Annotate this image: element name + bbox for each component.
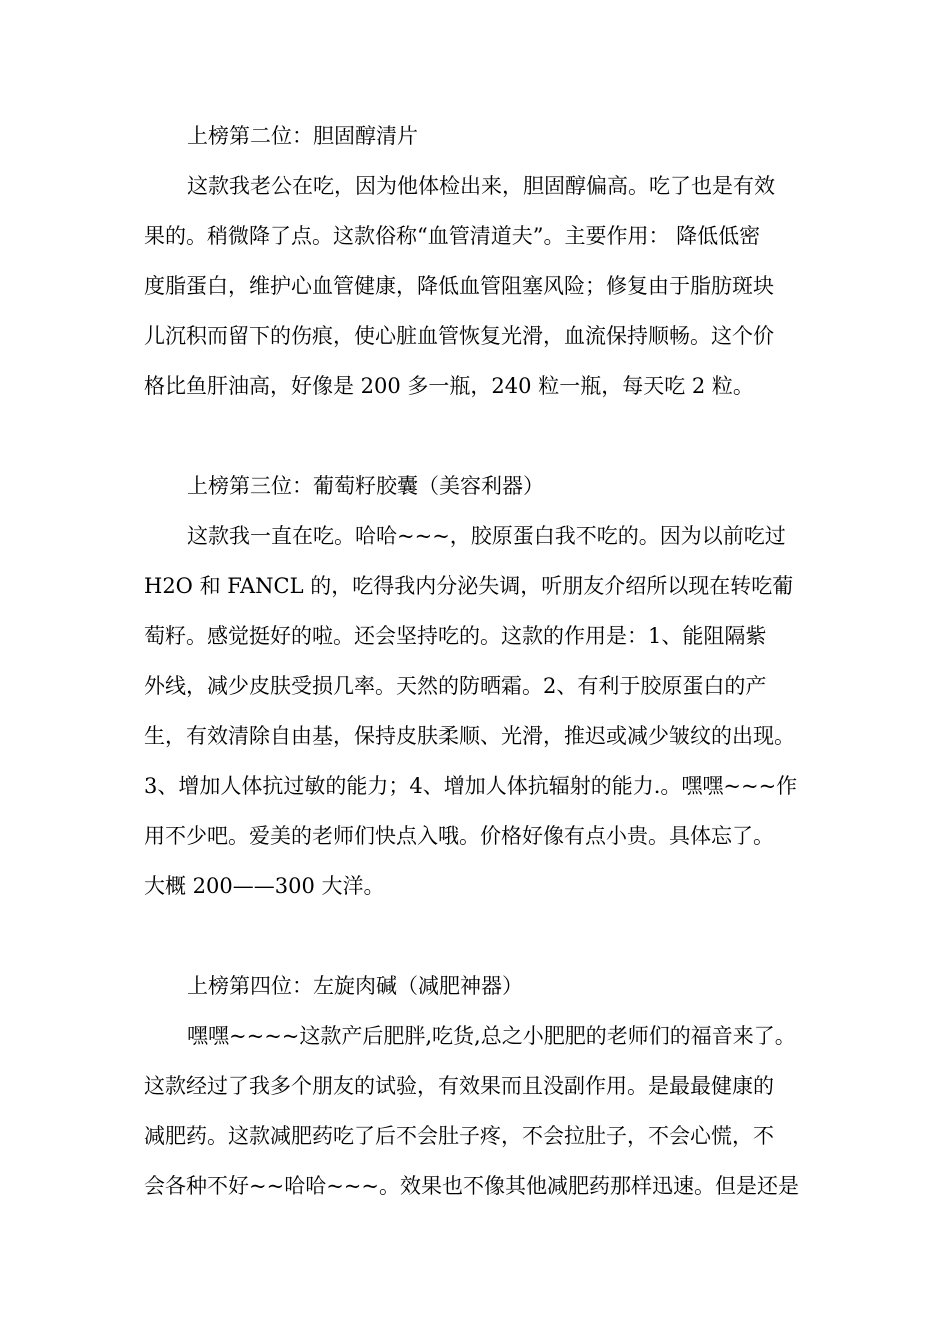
paragraph-line: 嘿嘿~~~~这款产后肥胖,吃货,总之小肥肥的老师们的福音来了。 (187, 1024, 796, 1048)
paragraph-line: 这款经过了我多个朋友的试验，有效果而且没副作用。是最最健康的 (144, 1074, 774, 1098)
paragraph-line: 用不少吧。爱美的老师们快点入哦。价格好像有点小贵。具体忘了。 (144, 824, 774, 848)
paragraph-line: 果的。稍微降了点。这款俗称“血管清道夫”。主要作用： 降低低密 (144, 224, 761, 248)
paragraph-line: 萄籽。感觉挺好的啦。还会坚持吃的。这款的作用是：1、能阻隔紫 (144, 624, 767, 648)
paragraph-line: 这款我一直在吃。哈哈~~~，胶原蛋白我不吃的。因为以前吃过 (187, 524, 786, 548)
paragraph-line: 3、增加人体抗过敏的能力；4、增加人体抗辐射的能力.。嘿嘿~~~作 (144, 774, 798, 798)
paragraph-line: 儿沉积而留下的伤痕，使心脏血管恢复光滑，血流保持顺畅。这个价 (144, 324, 774, 348)
section-heading-3: 上榜第三位：葡萄籽胶囊（美容利器） (187, 474, 544, 498)
paragraph-line: 度脂蛋白，维护心血管健康，降低血管阻塞风险；修复由于脂肪斑块 (144, 274, 774, 298)
section-heading-2: 上榜第二位：胆固醇清片 (187, 124, 418, 148)
paragraph-line: 生，有效清除自由基，保持皮肤柔顺、光滑，推迟或减少皱纹的出现。 (144, 724, 795, 748)
section-heading-4: 上榜第四位：左旋肉碱（减肥神器） (187, 974, 523, 998)
paragraph-line: 外线，减少皮肤受损几率。天然的防晒霜。2、有利于胶原蛋白的产 (144, 674, 767, 698)
paragraph-line: 格比鱼肝油高，好像是 200 多一瓶，240 粒一瓶，每天吃 2 粒。 (144, 374, 754, 398)
paragraph-line: 大概 200——300 大洋。 (144, 874, 385, 898)
paragraph-line: 会各种不好~~哈哈~~~。效果也不像其他减肥药那样迅速。但是还是 (144, 1174, 799, 1198)
paragraph-line: 减肥药。这款减肥药吃了后不会肚子疼，不会拉肚子，不会心慌，不 (144, 1124, 774, 1148)
paragraph-line: 这款我老公在吃，因为他体检出来，胆固醇偏高。吃了也是有效 (187, 174, 775, 198)
paragraph-line: H2O 和 FANCL 的，吃得我内分泌失调，听朋友介绍所以现在转吃葡 (144, 574, 794, 598)
